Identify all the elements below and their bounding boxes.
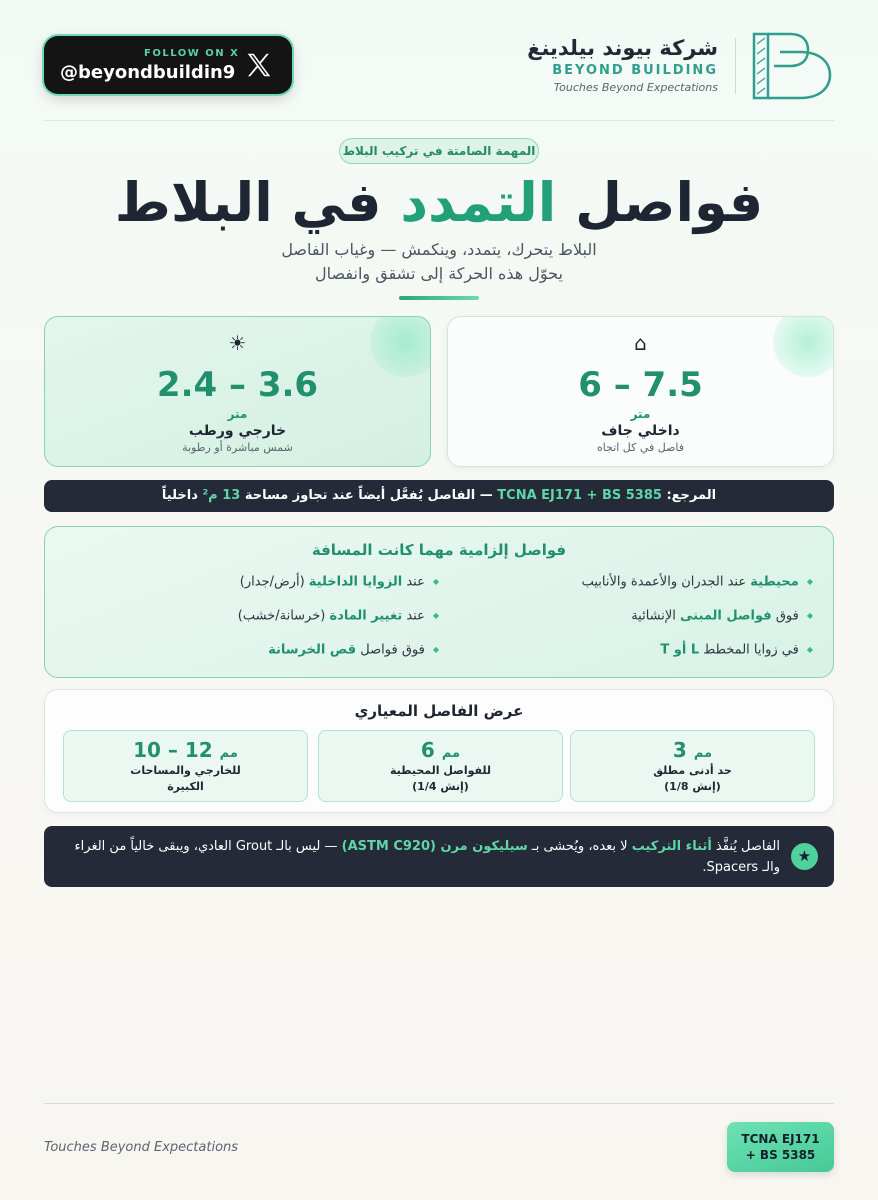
note-t1: الفاصل يُنفَّذ (711, 839, 780, 854)
note-highlight-2: سيليكون مرن (ASTM C920) (341, 839, 528, 854)
stat-unit: متر (630, 407, 651, 421)
stat-card-indoor (447, 316, 834, 467)
width-value (64, 737, 307, 767)
brand-tagline: Touches Beyond Expectations (553, 81, 718, 94)
list-item (443, 607, 813, 626)
item-highlight: الزوايا الداخلية (308, 574, 403, 590)
stat-value: 6 – 7.5 (578, 365, 703, 405)
standard-width-card (44, 689, 834, 813)
header (44, 30, 834, 102)
item-highlight: L أو T (660, 642, 700, 658)
width-unit: مم (219, 746, 238, 761)
width-label: للخارجي والمساحات (130, 764, 241, 777)
width-number: 3 (672, 738, 687, 762)
list-item (443, 641, 813, 660)
title-part-2: في البلاط (114, 171, 382, 234)
item-pre: عند (402, 574, 425, 590)
width-box-exterior (63, 730, 308, 802)
joints-title: فواصل إلزامية مهما كانت المسافة (311, 541, 567, 559)
badge-line-1: TCNA EJ171 (741, 1132, 820, 1146)
list-item (443, 573, 813, 592)
note-highlight-1: أثناء التركيب (631, 839, 712, 854)
star-icon: ★ (791, 843, 818, 870)
width-number: 10 – 12 (133, 738, 213, 762)
list-item (69, 641, 439, 660)
width-unit: مم (693, 746, 713, 761)
brand-name-ar: شركة بيوند بيلدينغ (527, 36, 718, 60)
footer-divider (44, 1103, 834, 1104)
item-rest: (أرض/جدار) (239, 574, 309, 590)
list-item (69, 573, 439, 592)
item-pre: فوق فواصل (356, 642, 425, 658)
reference-bar (44, 480, 834, 512)
stat-desc: شمس مباشرة أو رطوبة (182, 441, 293, 454)
widths-title: عرض الفاصل المعياري (354, 702, 524, 720)
list-item (69, 607, 439, 626)
badge-line-2: + BS 5385 (745, 1148, 816, 1162)
brand-divider (735, 38, 736, 94)
width-sublabel: (1/8 إنش) (664, 780, 721, 793)
brand-text (518, 34, 718, 96)
title-part-1: فواصل (575, 171, 764, 234)
width-value (571, 737, 814, 767)
width-sublabel: (1/4 إنش) (412, 780, 469, 793)
reference-middle: — الفاصل يُفعَّل أيضاً عند تجاوز مساحة (240, 488, 498, 503)
follow-label: FOLLOW ON X (144, 48, 240, 59)
note-t3: — ليس بالـ Grout العادي، ويبقى خالياً من الغراء والـ Spacers. (74, 839, 780, 875)
note-text (60, 836, 780, 878)
stat-label: داخلي جاف (601, 423, 680, 439)
item-highlight: قص الخرسانة (268, 642, 357, 658)
item-highlight: محيطية (750, 574, 799, 590)
mandatory-joints-card (44, 526, 834, 678)
item-highlight: تغيير المادة (329, 608, 403, 624)
title-underline (399, 296, 479, 300)
item-rest: (خرسانة/خشب) (237, 608, 330, 624)
reference-standards: TCNA EJ171 + BS 5385 (497, 488, 662, 503)
stat-unit: متر (227, 407, 248, 421)
footer-tagline: Touches Beyond Expectations (44, 1140, 239, 1155)
width-unit: مم (441, 746, 461, 761)
reference-area: 13 م² (202, 488, 241, 503)
sun-icon: ☀ (228, 331, 247, 355)
stat-desc: فاصل في كل اتجاه (596, 441, 685, 454)
follow-on-x-badge[interactable] (44, 36, 292, 94)
topic-pill: المهمة الصامتة في تركيب البلاط (339, 138, 539, 164)
brand-name-en: BEYOND BUILDING (552, 63, 718, 78)
standards-badge (727, 1122, 834, 1172)
title-accent: التمدد (400, 171, 557, 234)
width-number: 6 (420, 738, 435, 762)
width-box-perimeter (318, 730, 563, 802)
x-handle[interactable]: @beyondbuildin9 (60, 62, 236, 83)
width-value (319, 737, 562, 767)
stat-label: خارجي ورطب (188, 423, 287, 439)
subtitle-line-2: يحوّل هذه الحركة إلى تشقق وانفصال (315, 264, 563, 283)
installation-note (44, 826, 834, 887)
x-logo-icon (244, 50, 274, 80)
house-icon: ⌂ (634, 331, 647, 355)
item-rest: الإنشائية (631, 608, 681, 624)
width-box-min (570, 730, 815, 802)
item-pre: عند (402, 608, 425, 624)
note-t2: لا بعده، ويُحشى بـ (527, 839, 632, 854)
brand-block (527, 30, 834, 102)
subtitle-line-1: البلاط يتحرك، يتمدد، وينكمش — وغياب الفاصل (281, 240, 597, 259)
item-pre: في زوايا المخطط (699, 642, 799, 658)
page-subtitle (0, 238, 878, 286)
width-sublabel: الكبيرة (167, 780, 204, 793)
stat-value: 2.4 – 3.6 (156, 365, 319, 405)
header-divider (44, 120, 834, 121)
item-pre: فوق (771, 608, 799, 624)
width-label: حد أدنى مطلق (653, 764, 732, 777)
reference-suffix: داخلياً (161, 488, 203, 503)
item-highlight: فواصل المبنى (680, 608, 772, 624)
item-rest: عند الجدران والأعمدة والأنابيب (581, 574, 751, 590)
bd-logo-icon (750, 30, 834, 102)
width-label: للفواصل المحيطية (389, 764, 492, 777)
stat-card-outdoor (44, 316, 431, 467)
reference-prefix: المرجع: (661, 488, 717, 503)
page-title (0, 168, 878, 238)
